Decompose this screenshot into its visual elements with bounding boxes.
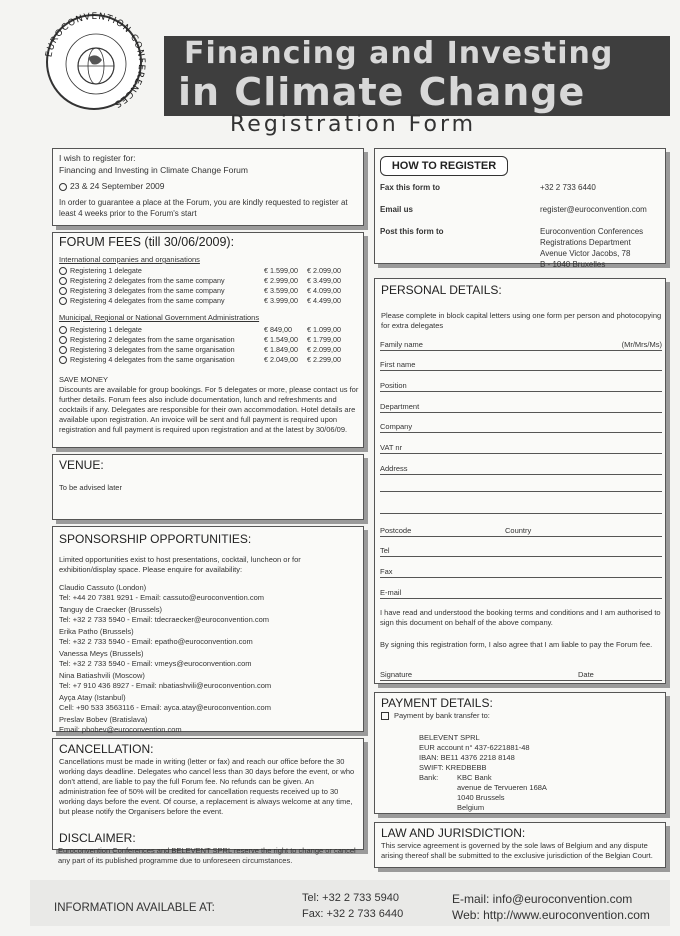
post-line-1: Euroconvention Conferences <box>540 227 644 236</box>
intl-fee-label: Registering 1 delegate <box>70 266 142 275</box>
bank-line-1: KBC Bank <box>457 773 492 782</box>
sponsor-contact-detail[interactable]: Tel: +32 2 733 5940 - Email: epatho@euroconvention.com <box>59 637 253 646</box>
muni-fee-row[interactable] <box>59 335 359 344</box>
muni-fee-excl: € 849,00 <box>264 325 292 334</box>
department-label: Department <box>380 402 420 411</box>
intl-fee-label: Registering 2 delegates from the same company <box>70 276 225 285</box>
muni-fee-row[interactable] <box>59 355 359 364</box>
register-intro: I wish to register for: <box>59 153 136 163</box>
sponsor-contact-detail[interactable]: Email: pbobev@euroconvention.com <box>59 725 182 734</box>
muni-fee-excl: € 1.849,00 <box>264 345 298 354</box>
account-number: EUR account n° 437-6221881-48 <box>419 743 530 752</box>
intl-fee-label: Registering 4 delegates from the same company <box>70 296 225 305</box>
intl-fee-radio[interactable] <box>59 297 67 305</box>
sponsor-contact-name: Preslav Bobev (Bratislava) <box>59 715 148 724</box>
form-subtitle: Registration Form <box>230 112 477 137</box>
svg-text:EUROCONVENTION CONFERENCES: EUROCONVENTION CONFERENCES <box>44 11 147 110</box>
post-label: Post this form to <box>380 227 444 236</box>
fax-label: Fax this form to <box>380 183 441 192</box>
disclaimer-heading: DISCLAIMER: <box>59 831 136 845</box>
intl-fee-row[interactable] <box>59 296 359 305</box>
intl-fee-excl: € 2.999,00 <box>264 276 298 285</box>
vat-field[interactable] <box>380 443 662 454</box>
date-label: Date <box>578 670 594 679</box>
bank-transfer-label: Payment by bank transfer to: <box>394 711 490 720</box>
signature-field[interactable] <box>380 670 662 681</box>
muni-fee-label: Registering 1 delegate <box>70 325 142 334</box>
title-banner <box>164 36 670 116</box>
agree-text: By signing this registration form, I also agree that I am liable to pay the Forum fee. <box>380 640 653 649</box>
footer-web[interactable]: Web: http://www.euroconvention.com <box>452 908 650 922</box>
law-heading: LAW AND JURISDICTION: <box>381 826 526 840</box>
email-field[interactable] <box>380 588 662 599</box>
fax-field-label: Fax <box>380 567 393 576</box>
save-text: Discounts are available for group bookings. For 5 delegates or more, please contact us for further details. Forum fees also include documentation, lunch and refreshments and cocktails if any. Delegates are responsible for their own accommodation. Hotel details are available upon registration. An invoice will be sent and full payment is required upon registration and full payment is required upon registration and at the latest by 30/06/09. <box>59 385 359 434</box>
intl-fee-radio[interactable] <box>59 267 67 275</box>
sponsor-contact-detail[interactable]: Cell: +90 533 3563116 - Email: ayca.atay@euroconvention.com <box>59 703 271 712</box>
email-field-label: E-mail <box>380 588 402 597</box>
company-label: Company <box>380 422 413 431</box>
muni-fee-radio[interactable] <box>59 346 67 354</box>
swift: SWIFT: KREDBEBB <box>419 763 487 772</box>
sponsor-contact-name: Ayça Atay (Istanbul) <box>59 693 126 702</box>
title-line-1: Financing and Investing <box>184 36 614 71</box>
muni-fee-radio[interactable] <box>59 326 67 334</box>
footer-tel: Tel: +32 2 733 5940 <box>302 892 399 904</box>
first-name-field[interactable] <box>380 360 662 371</box>
bank-transfer-option[interactable] <box>381 711 490 721</box>
intl-fee-incl: € 3.499,00 <box>307 276 341 285</box>
save-heading: SAVE MONEY <box>59 375 109 384</box>
venue-text: To be advised later <box>59 483 122 492</box>
sponsor-contact-detail[interactable]: Tel: +44 20 7381 9291 - Email: cassuto@euroconvention.com <box>59 593 265 602</box>
payee: BELEVENT SPRL <box>419 733 480 742</box>
address-line-2[interactable] <box>380 490 662 492</box>
sponsor-contact-detail[interactable]: Tel: +7 910 436 8927 - Email: nbatiashvili@euroconvention.com <box>59 681 272 690</box>
vat-label: VAT nr <box>380 443 403 452</box>
muni-fee-radio[interactable] <box>59 336 67 344</box>
terms-text: I have read and understood the booking terms and conditions and I am authorised to sign this document on behalf of the above company. <box>380 608 661 627</box>
fax-field[interactable] <box>380 567 662 578</box>
position-label: Position <box>380 381 407 390</box>
sponsor-contact-detail[interactable]: Tel: +32 2 733 5940 - Email: vmeys@euroconvention.com <box>59 659 252 668</box>
postcode-label: Postcode <box>380 526 412 535</box>
muni-fee-label: Registering 3 delegates from the same organisation <box>70 345 235 354</box>
intl-fee-row[interactable] <box>59 266 359 275</box>
disclaimer-text: Euroconvention Conferences and BELEVENT SPRL reserve the right to change or cancel any part of its published programme due to unforeseen circumstances. <box>58 846 356 865</box>
payment-heading: PAYMENT DETAILS: <box>381 696 493 710</box>
intl-fee-excl: € 3.999,00 <box>264 296 298 305</box>
register-box <box>52 148 364 226</box>
title-options: (Mr/Mrs/Ms) <box>621 340 662 349</box>
muni-fee-excl: € 2.049,00 <box>264 355 298 364</box>
personal-intro: Please complete in block capital letters using one form per person and photocopying for extra delegates <box>381 311 662 330</box>
iban: IBAN: BE11 4376 2218 8148 <box>419 753 515 762</box>
muni-heading: Municipal, Regional or National Government Administrations <box>59 313 260 322</box>
cancellation-text: Cancellations must be made in writing (letter or fax) and reach our office before the 30 working days deadline. Delegates who cancel less than 30 days before the event, or who don't attend, are liable to pay the full Forum fee. No refunds can be given. An administration fee of 50% will be credited for cancellation requests received up to 30 working days before the event. Of course, a replacement is always welcome at any time, but please notify the Organisers before the event. <box>59 757 355 816</box>
department-field[interactable] <box>380 402 662 413</box>
intl-heading: International companies and organisations <box>59 255 200 264</box>
tel-field[interactable] <box>380 546 662 557</box>
law-box <box>374 822 666 868</box>
sponsorship-intro: Limited opportunities exist to host presentations, cocktail, luncheon or for exhibition/display space. Please enquire for availability: <box>59 555 301 574</box>
bank-transfer-checkbox[interactable] <box>381 712 389 720</box>
intl-fee-incl: € 4.499,00 <box>307 296 341 305</box>
intl-fee-label: Registering 3 delegates from the same company <box>70 286 225 295</box>
address-label: Address <box>380 464 408 473</box>
bank-line-2: avenue de Tervueren 168A <box>457 783 547 792</box>
intl-fee-excl: € 3.599,00 <box>264 286 298 295</box>
email-label: Email us <box>380 205 413 214</box>
muni-fee-row[interactable] <box>59 345 359 354</box>
dates-radio[interactable] <box>59 183 67 191</box>
intl-fee-incl: € 2.099,00 <box>307 266 341 275</box>
first-name-label: First name <box>380 360 416 369</box>
bank-line-4: Belgium <box>457 803 485 812</box>
muni-fee-incl: € 2.299,00 <box>307 355 341 364</box>
muni-fee-excl: € 1.549,00 <box>264 335 298 344</box>
intl-fee-row[interactable] <box>59 286 359 295</box>
family-name-field[interactable] <box>380 340 662 351</box>
muni-fee-row[interactable] <box>59 325 359 334</box>
footer-email[interactable]: E-mail: info@euroconvention.com <box>452 892 633 906</box>
register-note: In order to guarantee a place at the Forum, you are kindly requested to register at least 4 weeks prior to the Forum's start <box>59 198 348 218</box>
intl-fee-incl: € 4.099,00 <box>307 286 341 295</box>
sponsor-contact-detail[interactable]: Tel: +32 2 733 5940 - Email: tdecraecker@euroconvention.com <box>59 615 270 624</box>
sponsor-contact-name: Claudio Cassuto (London) <box>59 583 147 592</box>
payment-box <box>374 692 666 814</box>
fees-heading: FORUM FEES (till 30/06/2009): <box>59 235 235 249</box>
sponsor-contact-name: Nina Batiashvili (Moscow) <box>59 671 145 680</box>
cancellation-box <box>52 738 364 850</box>
sponsorship-heading: SPONSORSHIP OPPORTUNITIES: <box>59 532 252 546</box>
email-value[interactable]: register@euroconvention.com <box>540 205 647 214</box>
title-line-2: in Climate Change <box>178 70 586 114</box>
sponsor-contact-name: Erika Patho (Brussels) <box>59 627 134 636</box>
personal-heading: PERSONAL DETAILS: <box>381 283 502 297</box>
venue-heading: VENUE: <box>59 458 104 472</box>
intl-fee-row[interactable] <box>59 276 359 285</box>
company-field[interactable] <box>380 422 662 433</box>
tel-label: Tel <box>380 546 390 555</box>
postcode-field[interactable] <box>380 526 662 537</box>
address-field[interactable] <box>380 464 662 475</box>
event-name: Financing and Investing in Climate Change Forum <box>59 165 248 175</box>
forum-fees-box <box>52 232 364 448</box>
how-to-register-heading: HOW TO REGISTER <box>380 156 508 176</box>
post-line-4: B - 1040 Bruxelles <box>540 260 606 269</box>
footer-info: INFORMATION AVAILABLE AT: <box>54 902 215 914</box>
logo-ring-text <box>40 8 150 118</box>
post-line-3: Avenue Victor Jacobs, 78 <box>540 249 631 258</box>
family-name-label: Family name <box>380 340 423 349</box>
sponsorship-box <box>52 526 364 732</box>
event-dates-option[interactable] <box>59 181 165 192</box>
muni-fee-label: Registering 4 delegates from the same organisation <box>70 355 235 364</box>
fax-value: +32 2 733 6440 <box>540 183 596 192</box>
muni-fee-incl: € 1.799,00 <box>307 335 341 344</box>
venue-box <box>52 454 364 520</box>
intl-fee-radio[interactable] <box>59 277 67 285</box>
address-line-3[interactable] <box>380 512 662 514</box>
footer-fax: Fax: +32 2 733 6440 <box>302 908 404 920</box>
position-field[interactable] <box>380 381 662 392</box>
intl-fee-excl: € 1.599,00 <box>264 266 298 275</box>
signature-label: Signature <box>380 670 413 679</box>
country-label: Country <box>505 526 532 535</box>
bank-line-3: 1040 Brussels <box>457 793 505 802</box>
law-text: This service agreement is governed by the sole laws of Belgium and any dispute arising thereof shall be submitted to the exclusive jurisdiction of the Belgian Court. <box>381 841 653 860</box>
muni-fee-incl: € 1.099,00 <box>307 325 341 334</box>
sponsor-contact-name: Vanessa Meys (Brussels) <box>59 649 144 658</box>
sponsor-contact-name: Tanguy de Craecker (Brussels) <box>59 605 162 614</box>
intl-fee-radio[interactable] <box>59 287 67 295</box>
cancellation-heading: CANCELLATION: <box>59 742 154 756</box>
bank-label: Bank: <box>419 773 439 782</box>
event-dates: 23 & 24 September 2009 <box>70 181 165 191</box>
muni-fee-label: Registering 2 delegates from the same organisation <box>70 335 235 344</box>
post-line-2: Registrations Department <box>540 238 631 247</box>
muni-fee-radio[interactable] <box>59 356 67 364</box>
muni-fee-incl: € 2.099,00 <box>307 345 341 354</box>
